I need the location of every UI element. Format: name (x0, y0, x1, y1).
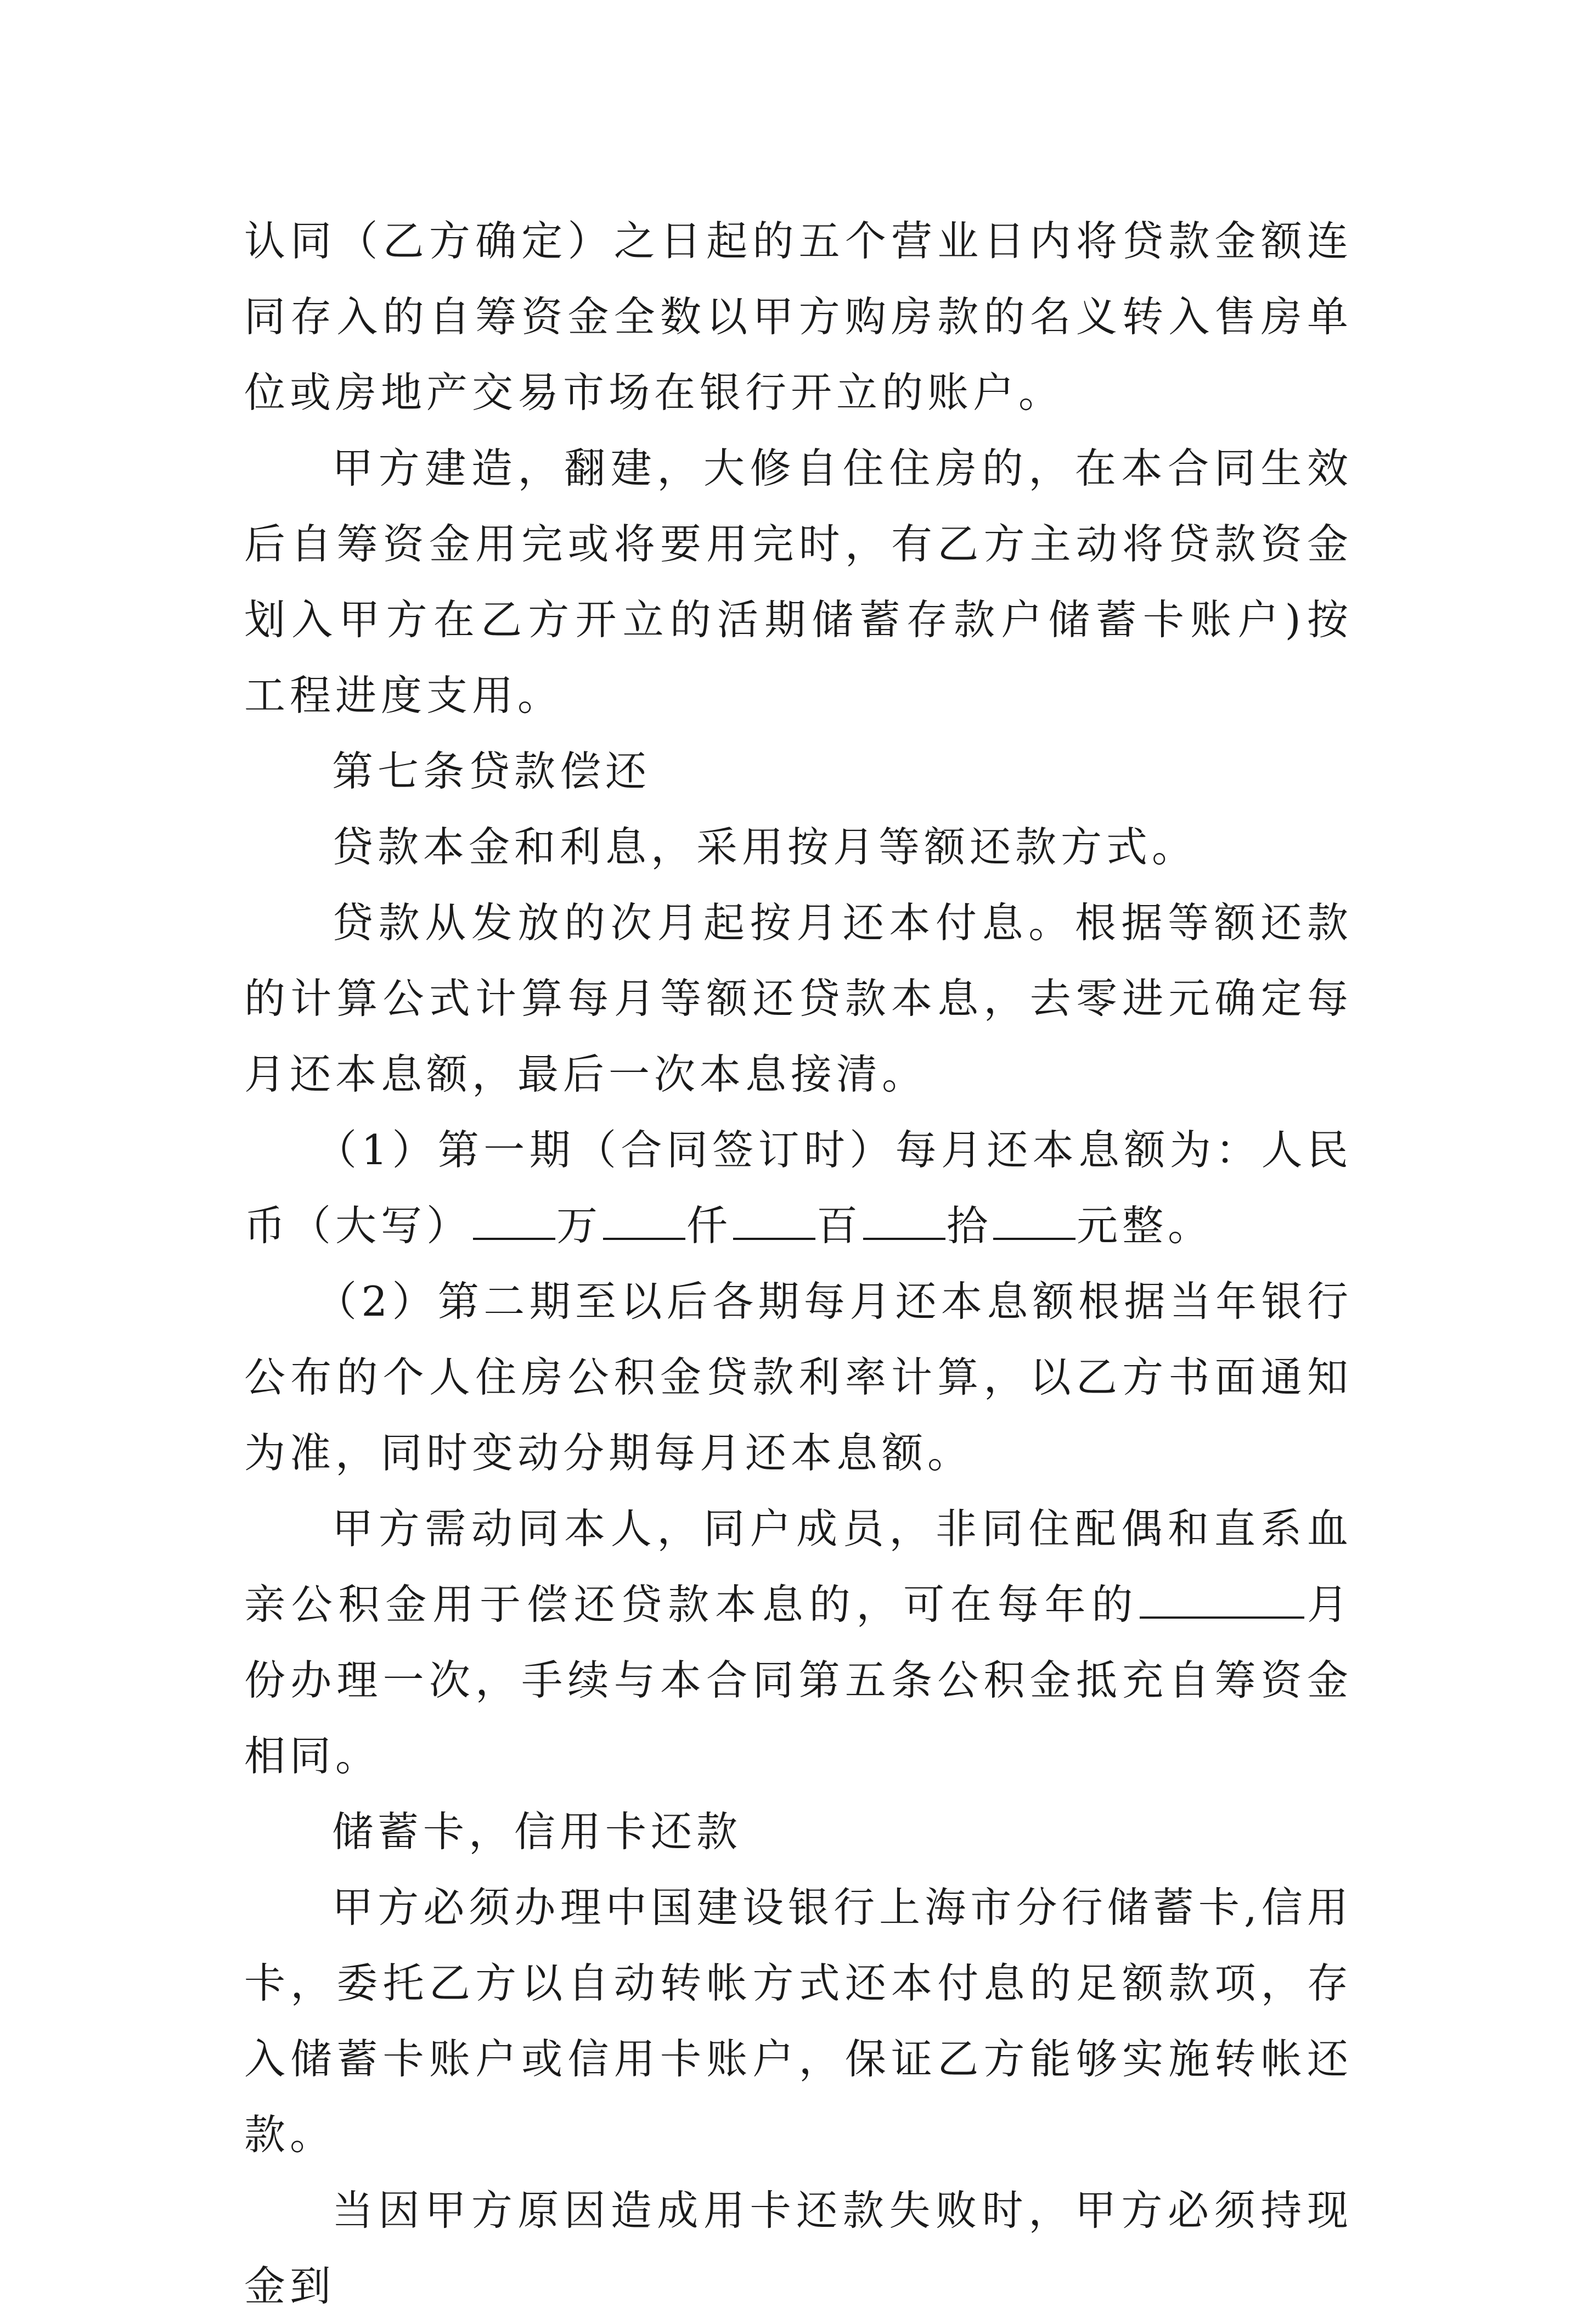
blank-qian[interactable] (603, 1204, 685, 1240)
card-repayment-heading: 储蓄卡，信用卡还款 (332, 1807, 742, 1856)
paragraph-later-periods: （2）第二期至以后各期每月还本息额根据当年银行公布的个人住房公积金贷款利率计算，以乙方书面通知为准，同时变动分期每月还本息额。 (244, 1277, 1353, 1477)
unit-wan: 万 (556, 1202, 602, 1250)
unit-bai: 百 (816, 1202, 863, 1250)
blank-wan[interactable] (473, 1204, 555, 1240)
paragraph-card-failure: 当因甲方原因造成用卡还款失败时，甲方必须持现金到 (244, 2186, 1353, 2310)
paragraph-self-build: 甲方建造，翻建，大修自住住房的，在本合同生效后自筹资金用完或将要用完时，有乙方主动将贷款资金划入甲方在乙方开立的活期储蓄存款户储蓄卡账户)按工程进度支用。 (244, 444, 1353, 720)
article-7-heading: 第七条贷款偿还 (332, 747, 651, 795)
paragraph-repayment-schedule: 贷款从发放的次月起按月还本付息。根据等额还款的计算公式计算每月等额还贷款本息，去零进元确定每月还本息额，最后一次本息接清。 (244, 899, 1353, 1098)
first-period-prefix: （1）第一期（合同签订时）每月还本息额为：人民币（大写） (244, 1126, 1353, 1250)
paragraph-fund-transfer: 认同（乙方确定）之日起的五个营业日内将贷款金额连同存入的自筹资金全数以甲方购房款的名义转入售房单位或房地产交易市场在银行开立的账户。 (244, 217, 1353, 417)
paragraph-first-period-amount (244, 1112, 1353, 1264)
blank-yuan[interactable] (993, 1204, 1075, 1240)
paragraph-card-requirement: 甲方必须办理中国建设银行上海市分行储蓄卡,信用卡，委托乙方以自动转帐方式还本付息的足额款项，存入储蓄卡账户或信用卡账户，保证乙方能够实施转帐还款。 (244, 1883, 1353, 2159)
blank-month[interactable] (1140, 1582, 1304, 1619)
provident-fund-suffix: 月份办理一次，手续与本合同第五条公积金抵充自筹资金相同。 (244, 1580, 1353, 1780)
unit-shi: 拾 (947, 1202, 993, 1250)
document-body (244, 203, 1353, 2324)
paragraph-repayment-method: 贷款本金和利息，采用按月等额还款方式。 (332, 823, 1198, 871)
unit-qian: 仟 (686, 1202, 733, 1250)
blank-shi[interactable] (863, 1204, 945, 1240)
paragraph-provident-fund (244, 1491, 1353, 1794)
blank-bai[interactable] (733, 1204, 815, 1240)
provident-fund-prefix: 甲方需动同本人，同户成员，非同住配偶和直系血亲公积金用于偿还贷款本息的，可在每年的 (244, 1505, 1353, 1629)
first-period-suffix: 元整。 (1077, 1202, 1214, 1250)
